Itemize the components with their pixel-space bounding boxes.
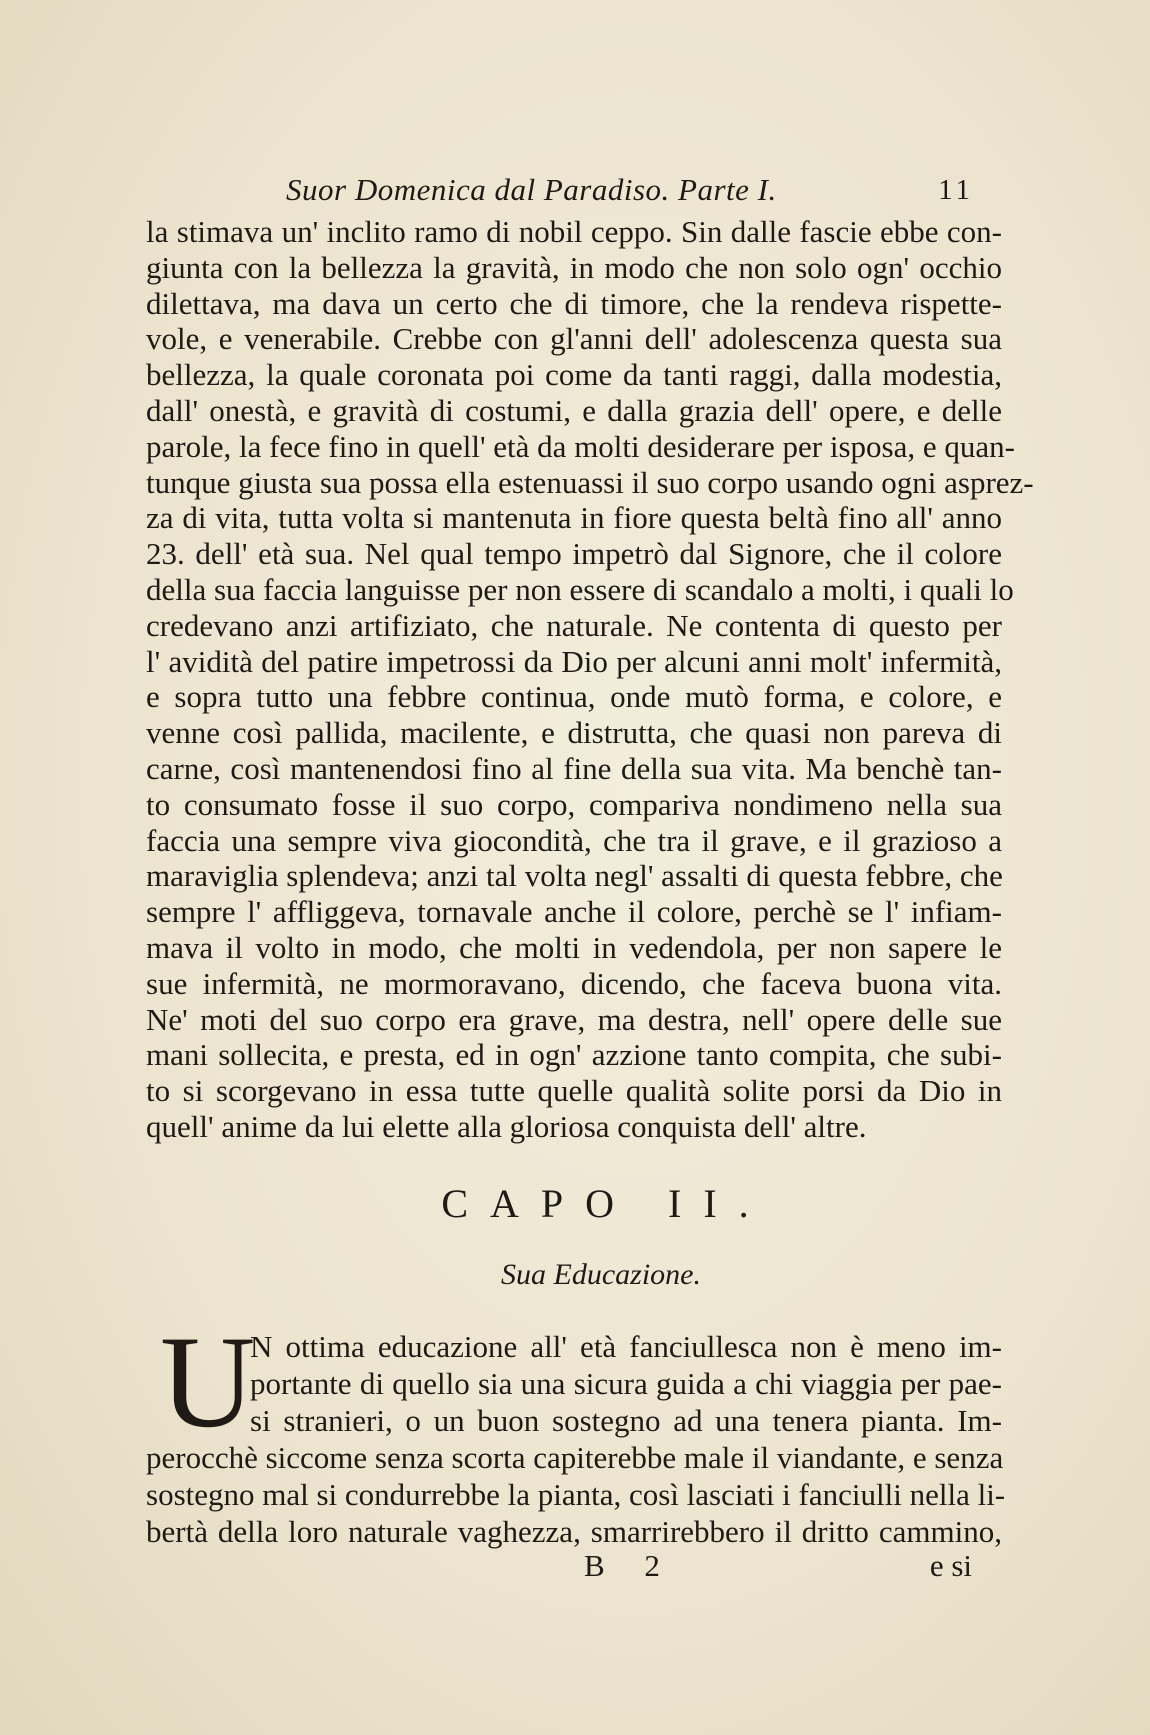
text-line: della sua faccia languisse per non essere di scandalo a molti, i quali lo <box>146 571 1014 607</box>
text-line: to consumato fosse il suo corpo, compariva nondimeno nella sua <box>146 786 1002 822</box>
body-text <box>146 214 1034 1145</box>
drop-cap-initial: U <box>160 1308 256 1455</box>
running-head <box>286 172 1006 216</box>
text-line: 23. dell' età sua. Nel qual tempo impetrò dal Signore, che il colore <box>146 536 1002 572</box>
chapter-text <box>146 1328 1006 1550</box>
text-line: maraviglia splendeva; anzi tal volta negl' assalti di questa febbre, che <box>146 858 1003 894</box>
text-line: bertà della loro naturale vaghezza, smarrirebbero il dritto cammino, <box>146 1514 1002 1549</box>
signature-mark: B 2 <box>584 1548 676 1583</box>
text-line: sempre l' affliggeva, tornavale anche il colore, perchè se l' infiam- <box>146 894 1002 930</box>
text-line: to si scorgevano in essa tutte quelle qualità solite porsi da Dio in <box>146 1073 1002 1109</box>
chapter-subtitle: Sua Educazione. <box>501 1258 701 1291</box>
text-line: N ottima educazione all' età fanciullesca non è meno im- <box>250 1329 1002 1364</box>
catchword: e si <box>929 1548 972 1583</box>
chapter-heading: CAPO II. <box>441 1181 771 1226</box>
text-line: dall' onestà, e gravità di costumi, e dalla grazia dell' opere, e delle <box>146 392 1002 428</box>
page-footer <box>146 1548 1002 1588</box>
text-line: la stimava un' inclito ramo di nobil ceppo. Sin dalle fascie ebbe con- <box>146 214 1002 249</box>
text-line: parole, la fece fino in quell' età da molti desiderare per isposa, e quan- <box>146 428 1015 464</box>
page-number: 11 <box>938 174 974 206</box>
running-title: Suor Domenica dal Paradiso. Parte I. <box>286 172 777 207</box>
text-line: sostegno mal si condurrebbe la pianta, così lasciati i fanciulli nella li- <box>146 1477 1006 1512</box>
text-line: e sopra tutto una febbre continua, onde mutò forma, e colore, e <box>146 679 1002 715</box>
text-line: l' avidità del patire impetrossi da Dio per alcuni anni molt' infermità, <box>146 643 1002 679</box>
text-line: venne così pallida, macilente, e distrutta, che quasi non pareva di <box>146 715 1002 751</box>
text-line: faccia una sempre viva giocondità, che tra il grave, e il grazioso a <box>146 822 1002 858</box>
text-line: za di vita, tutta volta si mantenuta in fiore questa beltà fino all' anno <box>146 500 1002 536</box>
text-line: carne, così mantenendosi fino al fine della sua vita. Ma benchè tan- <box>146 750 1002 786</box>
text-line: mani sollecita, e presta, ed in ogn' azzione tanto compita, che subi- <box>146 1037 1002 1073</box>
text-line: tunque giusta sua possa ella estenuassi il suo corpo usando ogni asprez- <box>146 464 1034 500</box>
text-line: Ne' moti del suo corpo era grave, ma destra, nell' opere delle sue <box>146 1001 1002 1037</box>
text-line: portante di quello sia una sicura guida a chi viaggia per pae- <box>250 1366 1002 1401</box>
text-line: mava il volto in modo, che molti in vedendola, per non sapere le <box>146 929 1002 965</box>
text-line: si stranieri, o un buon sostegno ad una tenera pianta. Im- <box>250 1403 1002 1438</box>
text-line: bellezza, la quale coronata poi come da tanti raggi, dalla modestia, <box>146 357 1002 393</box>
text-line: dilettava, ma dava un certo che di timore, che la rendeva rispette- <box>146 285 1002 321</box>
text-line: giunta con la bellezza la gravità, in modo che non solo ogn' occhio <box>146 249 1002 285</box>
text-line: perocchè siccome senza scorta capiterebbe male il viandante, e senza <box>146 1440 1004 1475</box>
text-line: credevano anzi artifiziato, che naturale. Ne contenta di questo per <box>146 607 1002 643</box>
text-line: sue infermità, ne mormoravano, dicendo, che faceva buona vita. <box>146 965 1002 1001</box>
text-line: quell' anime da lui elette alla gloriosa conquista dell' altre. <box>146 1108 867 1144</box>
text-line: vole, e venerabile. Crebbe con gl'anni dell' adolescenza questa sua <box>146 321 1002 357</box>
